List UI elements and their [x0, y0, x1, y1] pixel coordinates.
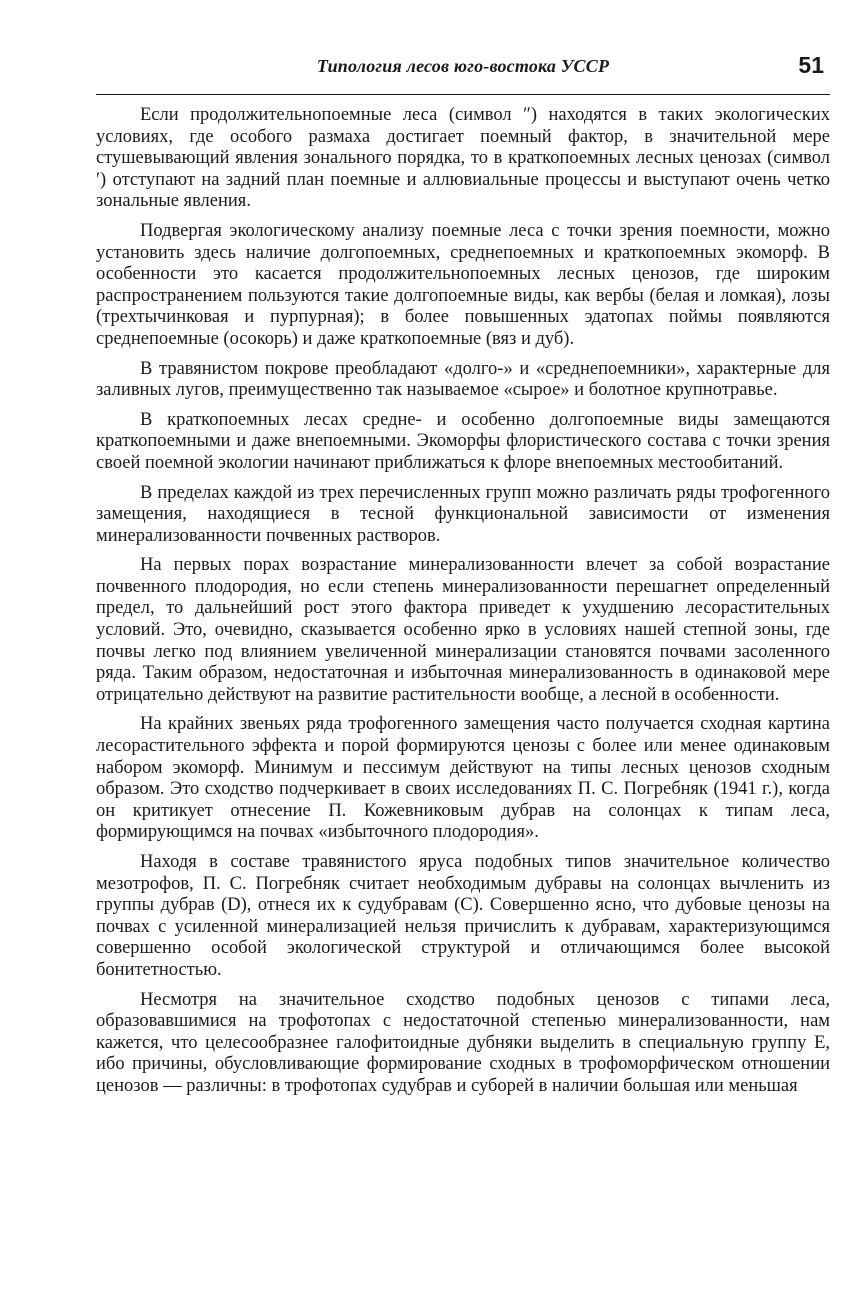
paragraph: В пределах каждой из трех перечисленных групп можно различать ряды трофогенного замещения, находящиеся в тесной функциональной зависимости от изменения минерализованности почвенных растворов. [96, 482, 830, 546]
paragraph: Несмотря на значительное сходство подобных ценозов с типами леса, образовавшимися на трофотопах с недостаточной степенью минерализованности, нам кажется, что целесообразнее галофитоидные дубняки выделить в специальную группу Е, ибо причины, обусловливающие формирование сходных в трофоморфическом отношении ценозов — различны: в трофотопах судубрав и суборей в наличии большая или меньшая [96, 989, 830, 1096]
paragraph: В травянистом покрове преобладают «долго-» и «среднепоемники», характерные для заливных лугов, преимущественно так называемое «сырое» и болотное крупнотравье. [96, 358, 830, 401]
paragraph: Подвергая экологическому анализу поемные леса с точки зрения поемности, можно установить здесь наличие долгопоемных, среднепоемных и краткопоемных экоморф. В особенности это касается продолжительнопоемных лесных ценозов, где широким распространением пользуются такие долгопоемные виды, как вербы (белая и ломкая), лозы (трехтычинковая и пурпурная); в более повышенных эдатопах поймы появляются среднепоемные (осокорь) и даже краткопоемные (вяз и дуб). [96, 220, 830, 349]
page-header [96, 50, 830, 95]
running-head: Типология лесов юго-востока УССР [316, 56, 610, 76]
paragraph: На крайних звеньях ряда трофогенного замещения часто получается сходная картина лесорастительного эффекта и порой формируются ценозы с более или менее одинаковым набором экоморф. Минимум и пессимум действуют на типы лесных ценозов сходным образом. Это сходство подчеркивает в своих исследованиях П. С. Погребняк (1941 г.), когда он критикует отнесение П. Кожевниковым дубрав на солонцах к типам леса, формирующимся на почвах «избыточного плодородия». [96, 714, 830, 843]
paragraph: На первых порах возрастание минерализованности влечет за собой возрастание почвенного плодородия, но если степень минерализованности перешагнет определенный предел, то дальнейший рост этого фактора приведет к ухудшению лесорастительных условий. Это, очевидно, сказывается особенно ярко в условиях нашей степной зоны, где почвы легко под влиянием увеличенной минерализации становятся почвами засоленного ряда. Таким образом, недостаточная и избыточная минерализованность в одинаковой мере отрицательно действуют на развитие растительности вообще, а лесной в особенности. [96, 555, 830, 705]
paragraph: В краткопоемных лесах средне- и особенно долгопоемные виды замещаются краткопоемными и даже внепоемными. Экоморфы флористического состава с точки зрения своей поемной экологии начинают приближаться к флоре внепоемных местообитаний. [96, 409, 830, 473]
paragraph: Находя в составе травянистого яруса подобных типов значительное количество мезотрофов, П. С. Погребняк считает необходимым дубравы на солонцах вычленить из группы дубрав (D), отнеся их к судубравам (C). Совершенно ясно, что дубовые ценозы на почвах с усиленной минерализацией нельзя причислить к дубравам, характеризующимся совершенно особой экологической структурой и отличающимся более высокой бонитетностью. [96, 852, 830, 980]
page [96, 50, 830, 1098]
page-number: 51 [798, 52, 824, 78]
body-text [96, 105, 830, 1098]
paragraph: Если продолжительнопоемные леса (символ ″) находятся в таких экологических условиях, где особого размаха достигает поемный фактор, в значительной мере стушевывающий явления зонального порядка, то в краткопоемных лесных ценозах (символ ′) отступают на задний план поемные и аллювиальные процессы и выступают очень четко зональные явления. [96, 105, 830, 212]
